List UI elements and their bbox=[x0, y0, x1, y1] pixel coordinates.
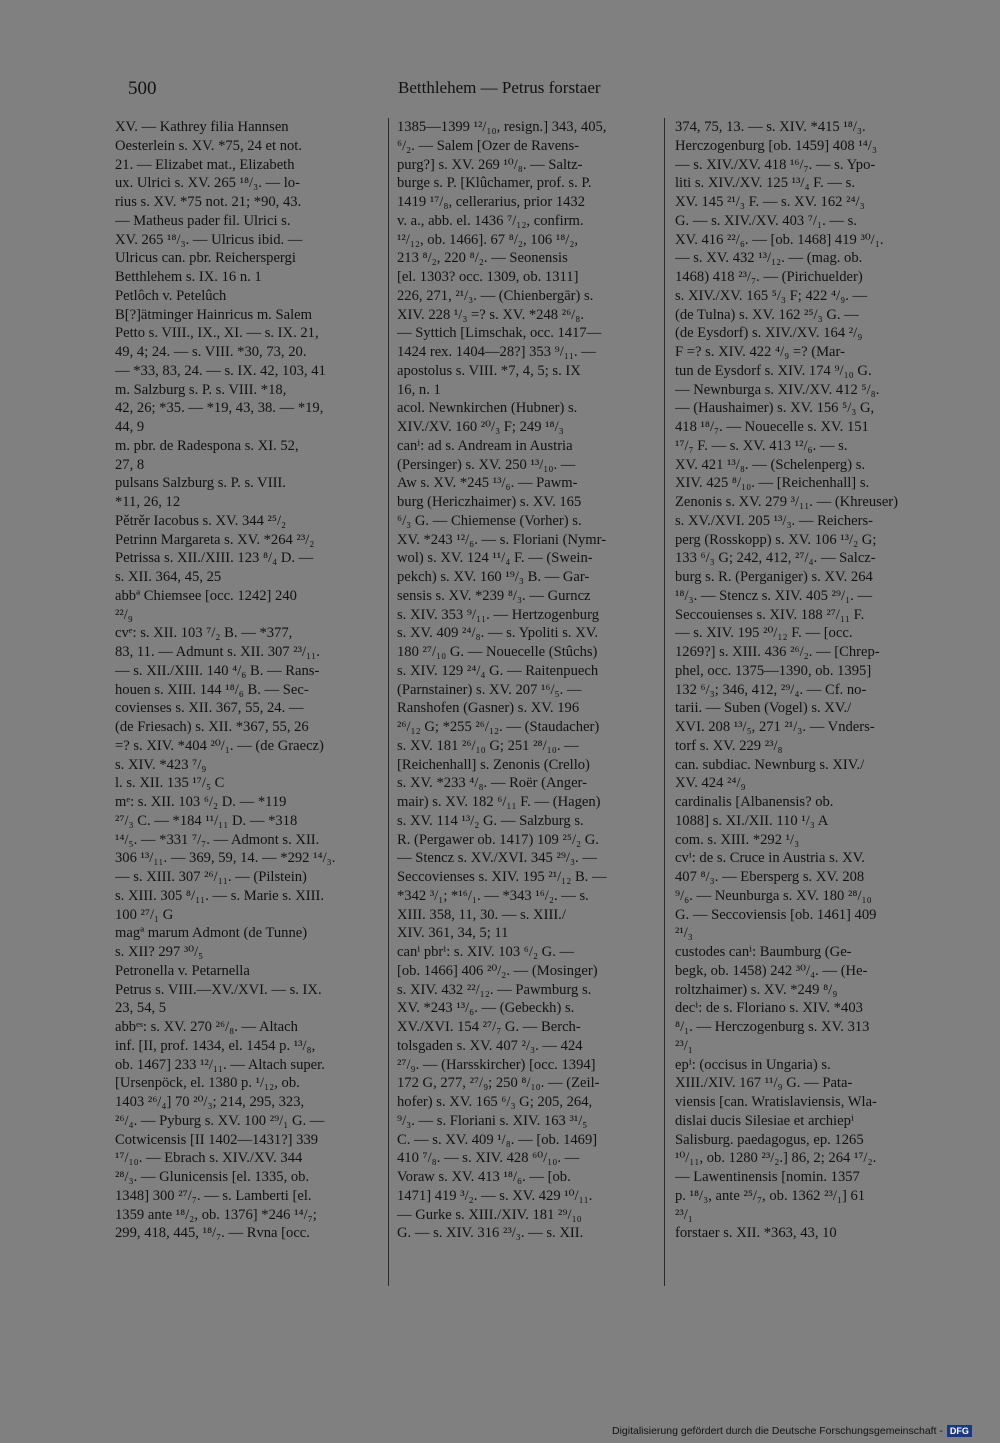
index-line: G. — s. XIV./XV. 403 ⁷/₁. — s. bbox=[675, 212, 857, 229]
index-line: cvᵉ: s. XII. 103 ⁷/₂ B. — *377, bbox=[115, 625, 293, 642]
index-line: hofer) s. XV. 165 ⁶/₃ G; 205, 264, bbox=[397, 1094, 593, 1110]
index-line: ¹²/₁₂, ob. 1466]. 67 ⁸/₂, 106 ¹⁸/₂, bbox=[397, 231, 579, 248]
index-line: Ulricus can. pbr. Reicherspergi bbox=[115, 250, 296, 267]
index-line: — Lawentinensis [nomin. 1357 bbox=[675, 1169, 860, 1185]
index-line: Petto s. VIII., IX., XI. — s. IX. 21, bbox=[115, 325, 319, 342]
index-column-3 bbox=[675, 118, 937, 1243]
index-line: R. (Pergawer ob. 1417) 109 ²⁵/₂ G. bbox=[397, 831, 599, 848]
index-line: s. XV. 114 ¹³/₂ G. — Salzburg s. bbox=[397, 812, 584, 829]
index-line: custodes canⁱ: Baumburg (Ge- bbox=[675, 944, 852, 960]
index-line: Seccouienses s. XIV. 188 ²⁷/₁₁ F. bbox=[675, 606, 865, 623]
index-line: com. s. XIII. *292 ¹/₃ bbox=[675, 831, 800, 848]
index-line: apostolus s. VIII. *7, 4, 5; s. IX bbox=[397, 362, 581, 379]
index-line: — s. XII./XIII. 140 ⁴/₆ B. — Rans- bbox=[115, 662, 320, 679]
index-line: Ranshofen (Gasner) s. XV. 196 bbox=[397, 700, 580, 717]
index-line: — s. XV. 432 ¹³/₁₂. — (mag. ob. bbox=[675, 250, 863, 267]
index-line: [el. 1303? occ. 1309, ob. 1311] bbox=[397, 269, 579, 285]
index-line: sensis s. XV. *239 ⁸/₃. — Gurncz bbox=[397, 587, 591, 604]
dfg-logo: DFG bbox=[947, 1425, 972, 1437]
index-line: abbᵉˢ: s. XV. 270 ²⁶/₈. — Altach bbox=[115, 1019, 298, 1035]
column-divider bbox=[664, 118, 665, 1286]
index-line: 1471] 419 ³/₂. — s. XV. 429 ¹⁰/₁₁. bbox=[397, 1187, 593, 1204]
index-line: ²⁶/₁₂ G; *255 ²⁶/₁₂. — (Staudacher) bbox=[397, 719, 600, 735]
index-line: mair) s. XV. 182 ⁶/₁₁ F. — (Hagen) bbox=[397, 794, 601, 810]
index-line: XV. 424 ²⁴/₉ bbox=[675, 775, 746, 792]
index-line: Voraw s. XV. 413 ¹⁸/₆. — [ob. bbox=[397, 1169, 571, 1185]
index-line: (Persinger) s. XV. 250 ¹³/₁₀. — bbox=[397, 456, 576, 473]
index-line: Petronella v. Petarnella bbox=[115, 962, 250, 979]
index-line: Petrus s. VIII.—XV./XVI. — s. IX. bbox=[115, 981, 322, 998]
index-line: Petlôch v. Petelûch bbox=[115, 287, 227, 304]
index-line: XIV./XV. 160 ²⁰/₃ F; 249 ¹⁸/₃ bbox=[397, 419, 564, 435]
index-line: pekch) s. XV. 160 ¹⁹/₃ B. — Gar- bbox=[397, 569, 590, 585]
index-line: 180 ²⁷/₁₀ G. — Nouecelle (Stûchs) bbox=[397, 644, 598, 660]
index-line: forstaer s. XII. *363, 43, 10 bbox=[675, 1225, 837, 1242]
index-line: 306 ¹³/₁₁. — 369, 59, 14. — *292 ¹⁴/₃. bbox=[115, 850, 336, 867]
index-line: ¹⁰/₁₁, ob. 1280 ²³/₂.] 86, 2; 264 ¹⁷/₂. bbox=[675, 1150, 877, 1167]
index-line: m. pbr. de Radespona s. XI. 52, bbox=[115, 437, 299, 454]
index-line: B[?]ätminger Hainricus m. Salem bbox=[115, 306, 312, 323]
index-line: G. — s. XIV. 316 ²³/₃. — s. XII. bbox=[397, 1225, 584, 1242]
index-line: covienses s. XII. 367, 55, 24. — bbox=[115, 700, 304, 717]
index-line: XIV. 228 ¹/₃ =? s. XV. *248 ²⁶/₈. bbox=[397, 306, 584, 323]
index-line: *342 ³/₁; *¹⁶/₁. — *343 ¹⁶/₂. — s. bbox=[397, 887, 589, 904]
index-line: 1468) 418 ²³/₇. — (Pirichuelder) bbox=[675, 269, 863, 285]
index-line: epⁱ: (occisus in Ungaria) s. bbox=[675, 1056, 831, 1073]
index-line: s. XIV. 353 ⁹/₁₁. — Hertzogenburg bbox=[397, 606, 599, 623]
index-line: 1385—1399 ¹²/₁₀, resign.] 343, 405, bbox=[397, 119, 607, 135]
index-column-1 bbox=[115, 118, 377, 1243]
index-line: [Ursenpöck, el. 1380 p. ¹/₁₂, ob. bbox=[115, 1075, 300, 1092]
index-line: 172 G, 277, ²⁷/₉; 250 ⁸/₁₀. — (Zeil- bbox=[397, 1075, 600, 1092]
index-line: decⁱ: de s. Floriano s. XIV. *403 bbox=[675, 1000, 863, 1017]
index-line: ²⁸/₃. — Glunicensis [el. 1335, ob. bbox=[115, 1169, 310, 1185]
index-line: abbª Chiemsee [occ. 1242] 240 bbox=[115, 587, 297, 604]
index-line: dislai ducis Silesiae et archiepⁱ bbox=[675, 1112, 854, 1129]
index-line: wol) s. XV. 124 ¹¹/₄ F. — (Swein- bbox=[397, 550, 593, 567]
index-line: 226, 271, ²¹/₃. — (Chienbergār) s. bbox=[397, 287, 594, 304]
index-line: ux. Ulrici s. XV. 265 ¹⁸/₃. — lo- bbox=[115, 175, 300, 192]
index-line: Cotwicensis [II 1402—1431?] 339 bbox=[115, 1131, 319, 1148]
index-line: Seccovienses s. XIV. 195 ²¹/₁₂ B. — bbox=[397, 869, 607, 885]
running-head: Betthlehem — Petrus forstaer bbox=[398, 78, 601, 97]
index-line: *11, 26, 12 bbox=[115, 494, 181, 510]
index-line: 1424 rex. 1404—28?] 353 ⁹/₁₁. — bbox=[397, 344, 596, 360]
index-line: ¹⁴/₅. — *331 ⁷/₇. — Admont s. XII. bbox=[115, 831, 320, 848]
index-line: viensis [can. Wratislaviensis, Wla- bbox=[675, 1094, 877, 1110]
index-line: s. XIV. 432 ²²/₁₂. — Pawmburg s. bbox=[397, 981, 592, 998]
page-number: 500 bbox=[128, 78, 157, 99]
index-line: Betthlehem s. IX. 16 n. 1 bbox=[115, 269, 262, 285]
index-line: Aw s. XV. *245 ¹³/₆. — Pawm- bbox=[397, 475, 578, 492]
index-line: XV. 416 ²²/₆. — [ob. 1468] 419 ³⁰/₁. bbox=[675, 231, 884, 248]
index-line: XVI. 208 ¹³/₅, 271 ²¹/₃. — Vnders- bbox=[675, 719, 875, 735]
index-line: cardinalis [Albanensis? ob. bbox=[675, 794, 834, 810]
index-line: ²²/₉ bbox=[115, 606, 133, 623]
index-line: — Syttich [Limschak, occ. 1417— bbox=[397, 325, 602, 342]
index-line: ²¹/₃ bbox=[675, 925, 693, 942]
index-line: XV. — Kathrey filia Hannsen bbox=[115, 119, 289, 135]
index-line: tarii. — Suben (Vogel) s. XV./ bbox=[675, 700, 852, 717]
index-line: perg (Rosskopp) s. XV. 106 ¹³/₂ G; bbox=[675, 531, 877, 548]
index-line: C. — s. XV. 409 ¹/₈. — [ob. 1469] bbox=[397, 1131, 598, 1148]
index-line: p. ¹⁸/₃, ante ²⁵/₇, ob. 1362 ²³/₁] 61 bbox=[675, 1187, 866, 1204]
index-line: XIV. 361, 34, 5; 11 bbox=[397, 925, 509, 942]
index-line: s. XV. *233 ⁴/₈. — Roër (Anger- bbox=[397, 775, 587, 792]
index-line: 299, 418, 445, ¹⁸/₇. — Rvna [occ. bbox=[115, 1225, 310, 1242]
column-divider bbox=[388, 118, 389, 1286]
index-line: tun de Eysdorf s. XIV. 174 ⁹/₁₀ G. bbox=[675, 362, 872, 379]
index-line: 1269?] s. XIII. 436 ²⁶/₂. — [Chrep- bbox=[675, 644, 880, 660]
index-line: — Newnburga s. XIV./XV. 412 ⁵/₈. bbox=[675, 381, 880, 398]
index-line: l. s. XII. 135 ¹⁷/₅ C bbox=[115, 775, 225, 792]
index-line: 1403 ²⁶/₄] 70 ²⁰/₃; 214, 295, 323, bbox=[115, 1094, 305, 1110]
index-line: XV. 145 ²¹/₃ F. — s. XV. 162 ²⁴/₃ bbox=[675, 194, 865, 210]
index-line: burge s. P. [Klûchamer, prof. s. P. bbox=[397, 175, 592, 192]
index-line: 23, 54, 5 bbox=[115, 1000, 167, 1017]
index-line: Oesterlein s. XV. *75, 24 et not. bbox=[115, 137, 302, 154]
index-line: XIII. 358, 11, 30. — s. XIII./ bbox=[397, 906, 566, 923]
index-line: begk, ob. 1458) 242 ³⁰/₄. — (He- bbox=[675, 962, 868, 979]
index-line: 49, 4; 24. — s. VIII. *30, 73, 20. bbox=[115, 344, 307, 360]
index-line: — s. XIII. 307 ²⁶/₁₁. — (Pilstein) bbox=[115, 869, 307, 885]
index-line: XV. 265 ¹⁸/₃. — Ulricus ibid. — bbox=[115, 231, 303, 248]
index-line: phel, occ. 1375—1390, ob. 1395] bbox=[675, 662, 872, 679]
index-line: Petrinn Margareta s. XV. *264 ²³/₂ bbox=[115, 531, 315, 548]
index-line: F =? s. XIV. 422 ⁴/₉ =? (Mar- bbox=[675, 344, 845, 360]
index-line: cvⁱ: de s. Cruce in Austria s. XV. bbox=[675, 850, 865, 867]
index-line: s. XIV./XV. 165 ⁵/₃ F; 422 ⁴/₉. — bbox=[675, 287, 868, 304]
index-line: can. subdiac. Newnburg s. XIV./ bbox=[675, 756, 865, 773]
index-line: ⁶/₂. — Salem [Ozer de Ravens- bbox=[397, 137, 580, 154]
index-line: (de Tulna) s. XV. 162 ²⁵/₃ G. — bbox=[675, 306, 859, 323]
index-line: ²⁷/₉. — (Harsskircher) [occ. 1394] bbox=[397, 1056, 596, 1073]
index-line: Petrissa s. XII./XIII. 123 ⁸/₄ D. — bbox=[115, 550, 314, 567]
index-line: mᵉ: s. XII. 103 ⁶/₂ D. — *119 bbox=[115, 794, 287, 810]
index-line: s. XIV. 129 ²⁴/₄ G. — Raitenpuech bbox=[397, 662, 599, 679]
index-line: ⁶/₃ G. — Chiemense (Vorher) s. bbox=[397, 512, 582, 529]
index-line: 418 ¹⁸/₇. — Nouecelle s. XV. 151 bbox=[675, 419, 869, 435]
index-line: — Gurke s. XIII./XIV. 181 ²⁹/₁₀ bbox=[397, 1206, 582, 1223]
index-line: magª marum Admont (de Tunne) bbox=[115, 925, 308, 942]
index-line: s. XIV. *423 ⁷/₉ bbox=[115, 756, 207, 773]
index-line: — s. XIV. 195 ²⁰/₁₂ F. — [occ. bbox=[675, 625, 853, 642]
index-line: 1088] s. XI./XII. 110 ¹/₃ A bbox=[675, 812, 829, 829]
index-line: XV./XVI. 154 ²⁷/₇ G. — Berch- bbox=[397, 1019, 581, 1035]
index-line: Salisburg. paedagogus, ep. 1265 bbox=[675, 1131, 864, 1148]
index-line: pulsans Salzburg s. P. s. VIII. bbox=[115, 475, 286, 492]
index-line: burg s. R. (Perganiger) s. XV. 264 bbox=[675, 569, 873, 585]
index-line: XV. *243 ¹²/₆. — s. Floriani (Nymr- bbox=[397, 531, 607, 548]
index-line: XIV. 425 ⁸/₁₀. — [Reichenhall] s. bbox=[675, 475, 870, 492]
index-line: — Stencz s. XV./XVI. 345 ²⁹/₃. — bbox=[397, 850, 597, 867]
index-line: s. XV. 181 ²⁶/₁₀ G; 251 ²⁸/₁₀. — bbox=[397, 737, 579, 754]
index-line: s. XII? 297 ³⁰/₅ bbox=[115, 944, 204, 960]
index-line: roltzhaimer) s. XV. *249 ⁸/₉ bbox=[675, 981, 838, 998]
index-line: ²³/₁ bbox=[675, 1206, 693, 1223]
index-line: 132 ⁶/₃; 346, 412, ²⁹/₄. — Cf. no- bbox=[675, 681, 867, 698]
index-line: (Parnstainer) s. XV. 207 ¹⁶/₅. — bbox=[397, 681, 582, 698]
index-line: ²⁶/₄. — Pyburg s. XV. 100 ²⁹/₁ G. — bbox=[115, 1112, 325, 1129]
index-line: m. Salzburg s. P. s. VIII. *18, bbox=[115, 381, 287, 398]
index-line: ⁹/₆. — Neunburga s. XV. 180 ²⁸/₁₀ bbox=[675, 887, 872, 904]
index-line: ¹⁸/₃. — Stencz s. XIV. 405 ²⁹/₁. — bbox=[675, 587, 873, 604]
index-line: s. XV./XVI. 205 ¹³/₃. — Reichers- bbox=[675, 512, 873, 529]
index-line: ⁸/₁. — Herczogenburg s. XV. 313 bbox=[675, 1019, 870, 1035]
index-line: 27, 8 bbox=[115, 456, 145, 473]
index-line: canⁱ pbrⁱ: s. XIV. 103 ⁶/₂ G. — bbox=[397, 944, 575, 960]
index-line: (de Friesach) s. XII. *367, 55, 26 bbox=[115, 719, 309, 735]
index-line: XV. 421 ¹³/₈. — (Schelenperg) s. bbox=[675, 456, 866, 473]
index-line: 407 ⁸/₃. — Ebersperg s. XV. 208 bbox=[675, 869, 865, 885]
index-line: burg (Hericzhaimer) s. XV. 165 bbox=[397, 494, 582, 510]
index-line: ob. 1467] 233 ¹²/₁₁. — Altach super. bbox=[115, 1056, 325, 1073]
index-line: XV. *243 ¹³/₆. — (Gebeckh) s. bbox=[397, 1000, 575, 1017]
index-line: canⁱ: ad s. Andream in Austria bbox=[397, 437, 573, 454]
index-line: ¹⁷/₁₀. — Ebrach s. XIV./XV. 344 bbox=[115, 1150, 303, 1167]
index-line: 42, 26; *35. — *19, 43, 38. — *19, bbox=[115, 400, 324, 417]
index-line: 83, 11. — Admunt s. XII. 307 ²³/₁₁. bbox=[115, 644, 320, 660]
index-line: tolsgaden s. XV. 407 ²/₃. — 424 bbox=[397, 1037, 583, 1054]
index-line: — s. XIV./XV. 418 ¹⁶/₇. — s. Ypo- bbox=[675, 156, 876, 173]
index-line: rius s. XV. *75 not. 21; *90, 43. bbox=[115, 194, 302, 210]
index-line: XIII./XIV. 167 ¹¹/₉ G. — Pata- bbox=[675, 1075, 853, 1092]
index-line: 1348] 300 ²⁷/₇. — s. Lamberti [el. bbox=[115, 1187, 312, 1204]
index-line: 133 ⁶/₃ G; 242, 412, ²⁷/₄. — Salcz- bbox=[675, 550, 876, 567]
index-line: ⁹/₃. — s. Floriani s. XIV. 163 ³¹/₅ bbox=[397, 1112, 588, 1129]
index-line: liti s. XIV./XV. 125 ¹³/₄ F. — s. bbox=[675, 175, 855, 192]
index-line: 44, 9 bbox=[115, 419, 145, 435]
index-line: 21. — Elizabet mat., Elizabeth bbox=[115, 156, 295, 173]
index-line: v. a., abb. el. 1436 ⁷/₁₂, confirm. bbox=[397, 212, 584, 229]
index-line: inf. [II, prof. 1434, el. 1454 p. ¹³/₈, bbox=[115, 1037, 316, 1054]
index-line: Pětrěr Iacobus s. XV. 344 ²⁵/₂ bbox=[115, 512, 287, 529]
index-line: 1359 ante ¹⁸/₂, ob. 1376] *246 ¹⁴/₇; bbox=[115, 1206, 317, 1223]
index-line: =? s. XIV. *404 ²⁰/₁. — (de Graecz) bbox=[115, 737, 324, 754]
index-line: Herczogenburg [ob. 1459] 408 ¹⁴/₃ bbox=[675, 137, 877, 154]
index-column-2 bbox=[397, 118, 659, 1243]
index-line: s. XIII. 305 ⁸/₁₁. — s. Marie s. XIII. bbox=[115, 887, 325, 904]
index-line: acol. Newnkirchen (Hubner) s. bbox=[397, 400, 578, 417]
index-line: torf s. XV. 229 ²³/₈ bbox=[675, 737, 783, 754]
index-line: — (Haushaimer) s. XV. 156 ⁵/₃ G, bbox=[675, 400, 875, 417]
index-line: Zenonis s. XV. 279 ³/₁₁. — (Khreuser) bbox=[675, 494, 899, 510]
footer-text: Digitalisierung gefördert durch die Deutsche Forschungsgemeinschaft - bbox=[612, 1425, 943, 1437]
index-line: purg?] s. XV. 269 ¹⁰/₈. — Saltz- bbox=[397, 156, 583, 173]
footer bbox=[612, 1425, 972, 1437]
index-line: 213 ⁸/₂, 220 ⁸/₂. — Seonensis bbox=[397, 250, 568, 267]
index-line: G. — Seccoviensis [ob. 1461] 409 bbox=[675, 906, 877, 923]
index-line: 100 ²⁷/₁ G bbox=[115, 906, 174, 923]
index-line: ¹⁷/₇ F. — s. XV. 413 ¹²/₆. — s. bbox=[675, 437, 848, 454]
index-line: (de Eysdorf) s. XIV./XV. 164 ²/₉ bbox=[675, 325, 863, 342]
index-line: [Reichenhall] s. Zenonis (Crello) bbox=[397, 756, 590, 773]
index-line: 16, n. 1 bbox=[397, 381, 441, 398]
index-line: ²⁷/₃ C. — *184 ¹¹/₁₁ D. — *318 bbox=[115, 812, 298, 829]
index-line: s. XV. 409 ²⁴/₈. — s. Ypoliti s. XV. bbox=[397, 625, 599, 642]
index-line: 1419 ¹⁷/₈, cellerarius, prior 1432 bbox=[397, 194, 586, 210]
index-line: s. XII. 364, 45, 25 bbox=[115, 569, 222, 585]
index-line: 374, 75, 13. — s. XIV. *415 ¹⁸/₃. bbox=[675, 119, 866, 135]
index-line: ²³/₁ bbox=[675, 1037, 693, 1054]
index-line: houen s. XIII. 144 ¹⁸/₆ B. — Sec- bbox=[115, 681, 309, 698]
index-line: — Matheus pader fil. Ulrici s. bbox=[115, 212, 291, 229]
index-line: 410 ⁷/₈. — s. XIV. 428 ⁶⁰/₁₀. — bbox=[397, 1150, 580, 1167]
index-line: [ob. 1466] 406 ²⁰/₂. — (Mosinger) bbox=[397, 962, 598, 979]
index-line: — *33, 83, 24. — s. IX. 42, 103, 41 bbox=[115, 362, 326, 379]
